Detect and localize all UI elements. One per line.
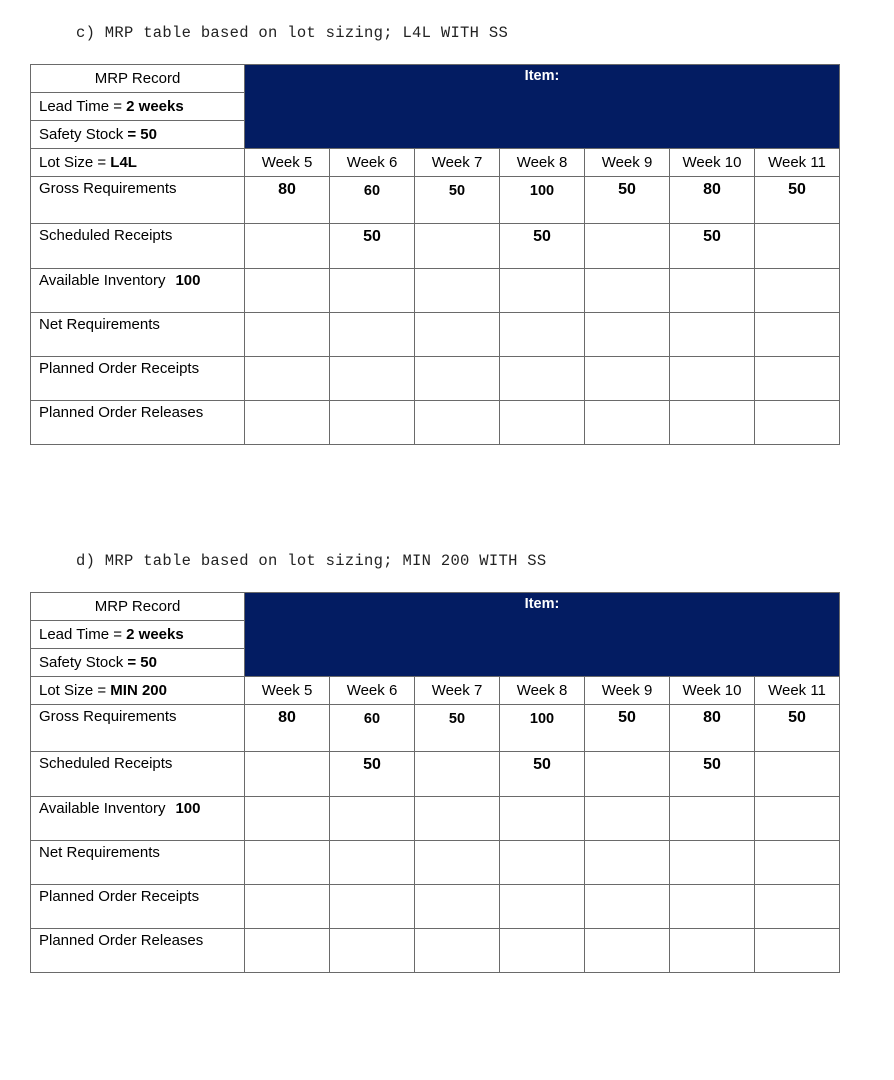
mrp-table-l4l: [30, 64, 840, 445]
scheduled-receipt-cell: 50: [330, 224, 415, 269]
week-header: Week 8: [500, 149, 585, 177]
gross-requirement-cell: 50: [415, 177, 500, 224]
gross-requirements-label: Gross Requirements: [31, 177, 245, 224]
available-inventory-value: 100: [175, 272, 201, 289]
planned-order-receipts-row: [31, 885, 840, 929]
empty-cell[interactable]: [415, 929, 500, 973]
gross-requirement-cell: 100: [500, 705, 585, 752]
scheduled-receipt-cell: [245, 752, 330, 797]
empty-cell[interactable]: [500, 313, 585, 357]
empty-cell[interactable]: [415, 841, 500, 885]
gross-requirement-cell: 80: [245, 705, 330, 752]
empty-cell[interactable]: [670, 313, 755, 357]
safety-stock-label: Safety Stock: [39, 654, 128, 671]
empty-cell[interactable]: [670, 841, 755, 885]
empty-cell[interactable]: [330, 885, 415, 929]
lead-time-label: Lead Time =: [39, 626, 127, 643]
scheduled-receipt-cell: [415, 752, 500, 797]
available-inventory-value: 100: [175, 800, 201, 817]
lot-size-value: MIN 200: [110, 682, 167, 699]
planned-order-receipts-label: Planned Order Receipts: [31, 885, 245, 929]
scheduled-receipt-cell: [415, 224, 500, 269]
scheduled-receipt-cell: 50: [500, 224, 585, 269]
empty-cell[interactable]: [415, 269, 500, 313]
empty-cell[interactable]: [585, 357, 670, 401]
section-c-heading: c) MRP table based on lot sizing; L4L WITH SS: [76, 24, 509, 42]
empty-cell[interactable]: [755, 269, 840, 313]
week-header: Week 5: [245, 149, 330, 177]
empty-cell[interactable]: [755, 313, 840, 357]
net-requirements-label: Net Requirements: [31, 841, 245, 885]
scheduled-receipt-cell: 50: [330, 752, 415, 797]
gross-requirements-row: [31, 705, 840, 752]
week-header: Week 7: [415, 677, 500, 705]
gross-requirement-cell: 80: [670, 705, 755, 752]
scheduled-receipt-cell: [755, 752, 840, 797]
week-header: Week 10: [670, 677, 755, 705]
empty-cell[interactable]: [245, 401, 330, 445]
empty-cell[interactable]: [500, 357, 585, 401]
empty-cell[interactable]: [245, 313, 330, 357]
empty-cell[interactable]: [755, 885, 840, 929]
empty-cell[interactable]: [330, 797, 415, 841]
empty-cell[interactable]: [245, 885, 330, 929]
empty-cell[interactable]: [500, 929, 585, 973]
empty-cell[interactable]: [670, 401, 755, 445]
planned-order-releases-label: Planned Order Releases: [31, 401, 245, 445]
empty-cell[interactable]: [585, 313, 670, 357]
lead-time-cell: [31, 93, 245, 121]
safety-stock-label: Safety Stock: [39, 126, 128, 143]
week-header: Week 5: [245, 677, 330, 705]
available-inventory-label: Available Inventory: [39, 272, 166, 289]
safety-stock-cell: [31, 121, 245, 149]
empty-cell[interactable]: [415, 885, 500, 929]
lot-size-cell: [31, 677, 245, 705]
safety-stock-cell: [31, 649, 245, 677]
section-d-heading: d) MRP table based on lot sizing; MIN 200 WITH SS: [76, 552, 547, 570]
empty-cell[interactable]: [670, 269, 755, 313]
empty-cell[interactable]: [330, 357, 415, 401]
empty-cell[interactable]: [415, 401, 500, 445]
safety-stock-value: = 50: [127, 654, 157, 671]
week-header: Week 10: [670, 149, 755, 177]
lead-time-cell: [31, 621, 245, 649]
scheduled-receipts-row: [31, 752, 840, 797]
week-header: Week 6: [330, 149, 415, 177]
empty-cell[interactable]: [670, 885, 755, 929]
empty-cell[interactable]: [245, 797, 330, 841]
week-header: Week 9: [585, 677, 670, 705]
scheduled-receipt-cell: [585, 752, 670, 797]
item-header: Item:: [245, 65, 840, 149]
week-header: Week 11: [755, 149, 840, 177]
empty-cell[interactable]: [585, 797, 670, 841]
empty-cell[interactable]: [500, 401, 585, 445]
empty-cell[interactable]: [415, 797, 500, 841]
scheduled-receipt-cell: 50: [670, 224, 755, 269]
scheduled-receipt-cell: 50: [500, 752, 585, 797]
empty-cell[interactable]: [245, 269, 330, 313]
planned-order-releases-row: [31, 401, 840, 445]
empty-cell[interactable]: [755, 929, 840, 973]
scheduled-receipts-label: Scheduled Receipts: [31, 752, 245, 797]
scheduled-receipts-row: [31, 224, 840, 269]
empty-cell[interactable]: [755, 797, 840, 841]
empty-cell[interactable]: [670, 797, 755, 841]
net-requirements-row: [31, 841, 840, 885]
empty-cell[interactable]: [500, 797, 585, 841]
empty-cell[interactable]: [585, 841, 670, 885]
lot-size-label: Lot Size =: [39, 682, 111, 699]
empty-cell[interactable]: [755, 401, 840, 445]
gross-requirement-cell: 80: [245, 177, 330, 224]
net-requirements-label: Net Requirements: [31, 313, 245, 357]
empty-cell[interactable]: [330, 929, 415, 973]
empty-cell[interactable]: [330, 313, 415, 357]
gross-requirement-cell: 50: [585, 177, 670, 224]
available-inventory-row: [31, 797, 840, 841]
empty-cell[interactable]: [755, 841, 840, 885]
gross-requirement-cell: 60: [330, 705, 415, 752]
available-inventory-label: Available Inventory: [39, 800, 166, 817]
mrp-record-title: MRP Record: [31, 593, 245, 621]
mrp-record-title: MRP Record: [31, 65, 245, 93]
empty-cell[interactable]: [585, 401, 670, 445]
empty-cell[interactable]: [670, 929, 755, 973]
gross-requirement-cell: 50: [755, 177, 840, 224]
scheduled-receipt-cell: 50: [670, 752, 755, 797]
scheduled-receipt-cell: [755, 224, 840, 269]
empty-cell[interactable]: [245, 841, 330, 885]
gross-requirement-cell: 50: [585, 705, 670, 752]
empty-cell[interactable]: [330, 841, 415, 885]
gross-requirement-cell: 80: [670, 177, 755, 224]
week-header: Week 9: [585, 149, 670, 177]
empty-cell[interactable]: [500, 269, 585, 313]
empty-cell[interactable]: [415, 313, 500, 357]
gross-requirement-cell: 100: [500, 177, 585, 224]
available-inventory-cell: [31, 269, 245, 313]
empty-cell[interactable]: [585, 929, 670, 973]
empty-cell[interactable]: [500, 841, 585, 885]
planned-order-releases-row: [31, 929, 840, 973]
week-header: Week 8: [500, 677, 585, 705]
gross-requirement-cell: 50: [755, 705, 840, 752]
scheduled-receipt-cell: [245, 224, 330, 269]
lead-time-label: Lead Time =: [39, 98, 127, 115]
empty-cell[interactable]: [415, 357, 500, 401]
week-header: Week 11: [755, 677, 840, 705]
net-requirements-row: [31, 313, 840, 357]
empty-cell[interactable]: [330, 269, 415, 313]
planned-order-releases-label: Planned Order Releases: [31, 929, 245, 973]
empty-cell[interactable]: [585, 269, 670, 313]
gross-requirements-label: Gross Requirements: [31, 705, 245, 752]
empty-cell[interactable]: [330, 401, 415, 445]
empty-cell[interactable]: [245, 929, 330, 973]
available-inventory-cell: [31, 797, 245, 841]
empty-cell[interactable]: [755, 357, 840, 401]
lot-size-label: Lot Size =: [39, 154, 111, 171]
gross-requirements-row: [31, 177, 840, 224]
empty-cell[interactable]: [585, 885, 670, 929]
empty-cell[interactable]: [670, 357, 755, 401]
gross-requirement-cell: 60: [330, 177, 415, 224]
mrp-table-min200: [30, 592, 840, 973]
planned-order-receipts-label: Planned Order Receipts: [31, 357, 245, 401]
scheduled-receipts-label: Scheduled Receipts: [31, 224, 245, 269]
item-header: Item:: [245, 593, 840, 677]
empty-cell[interactable]: [245, 357, 330, 401]
empty-cell[interactable]: [500, 885, 585, 929]
safety-stock-value: = 50: [127, 126, 157, 143]
lead-time-value: 2 weeks: [126, 626, 184, 643]
lead-time-value: 2 weeks: [126, 98, 184, 115]
gross-requirement-cell: 50: [415, 705, 500, 752]
lot-size-cell: [31, 149, 245, 177]
available-inventory-row: [31, 269, 840, 313]
planned-order-receipts-row: [31, 357, 840, 401]
lot-size-value: L4L: [110, 154, 137, 171]
week-header: Week 6: [330, 677, 415, 705]
week-header: Week 7: [415, 149, 500, 177]
scheduled-receipt-cell: [585, 224, 670, 269]
